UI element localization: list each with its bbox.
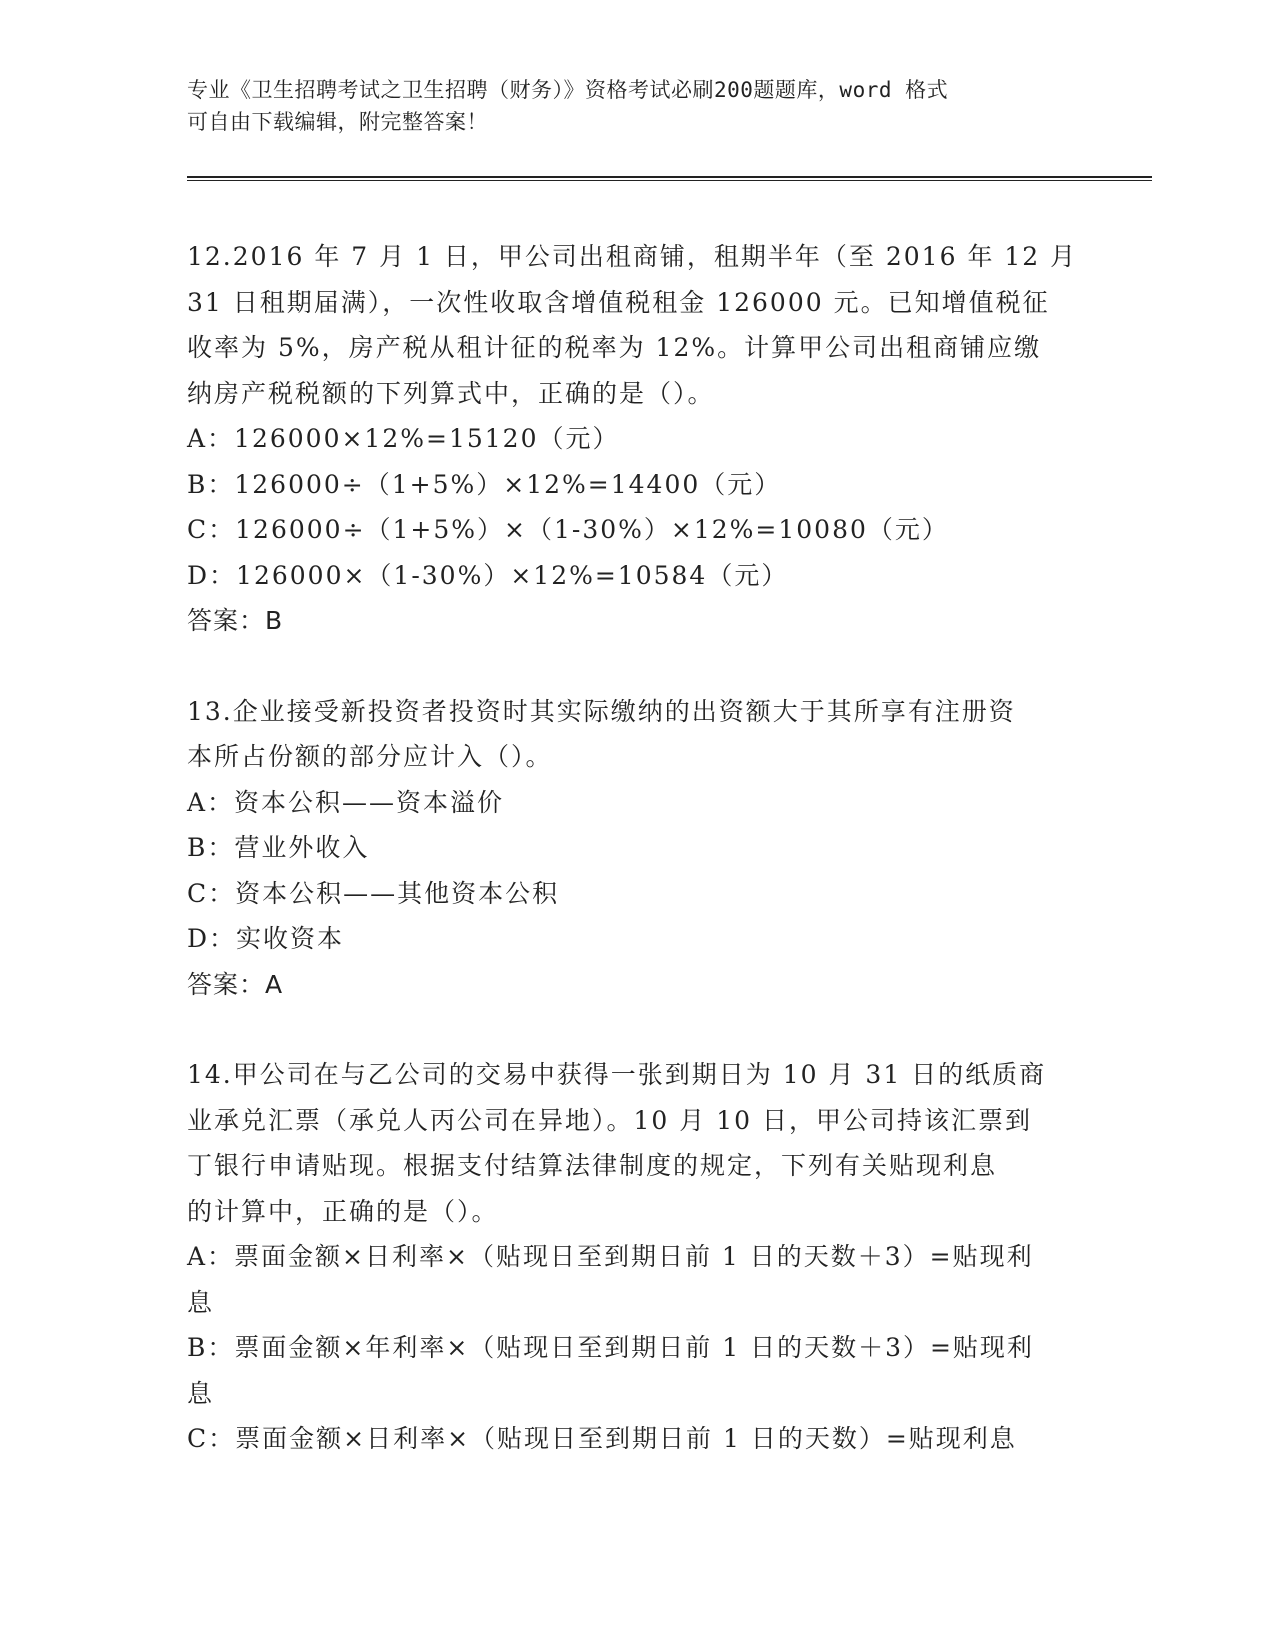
question-12-option-b: B：126000÷（1+5%）×12%=14400（元） [187,469,782,499]
question-14-option-b-wrap: 息 [187,1378,215,1408]
question-14-option-b: B：票面金额×年利率×（贴现日至到期日前 1 日的天数＋3）=贴现利 [187,1333,1034,1362]
question-12-answer: 答案：B [187,606,284,635]
question-13-option-a: A：资本公积——资本溢价 [187,787,505,817]
document-body [187,234,1087,1462]
question-14-line-4: 的计算中，正确的是（）。 [187,1196,499,1226]
question-13-option-c: C：资本公积——其他资本公积 [187,878,560,908]
document-header [187,74,1067,138]
header-line-2: 可自由下载编辑，附完整答案！ [187,110,488,134]
question-13-line-1: 13.企业接受新投资者投资时其实际缴纳的出资额大于其所享有注册资 [187,696,1016,726]
question-12-line-1: 12.2016 年 7 月 1 日，甲公司出租商铺，租期半年（至 2016 年 12 月 [187,242,1078,271]
question-14-line-3: 丁银行申请贴现。根据支付结算法律制度的规定，下列有关贴现利息 [187,1151,998,1180]
question-spacer [187,1007,1087,1052]
header-divider [187,176,1152,181]
question-12-option-c: C：126000÷（1+5%）×（1-30%）×12%=10080（元） [187,515,949,544]
question-13-line-2: 本所占份额的部分应计入（）。 [187,742,553,771]
header-line-1: 专业《卫生招聘考试之卫生招聘（财务）》资格考试必刷200题题库，word 格式 [187,78,949,102]
question-spacer [187,644,1087,689]
question-12-line-4: 纳房产税税额的下列算式中，正确的是（）。 [187,378,715,408]
question-14-option-a: A：票面金额×日利率×（贴现日至到期日前 1 日的天数＋3）=贴现利 [187,1242,1034,1271]
question-13-option-d: D：实收资本 [187,924,345,953]
question-12-option-d: D：126000×（1-30%）×12%=10584（元） [187,560,789,590]
question-14-option-a-wrap: 息 [187,1287,215,1317]
question-13-option-b: B：营业外收入 [187,833,370,862]
question-13 [187,689,1087,1008]
question-12 [187,234,1087,644]
question-12-line-2: 31 日租期届满），一次性收取含增值税租金 126000 元。已知增值税征 [187,287,1050,317]
question-12-option-a: A：126000×12%=15120（元） [187,424,620,453]
question-12-line-3: 收率为 5%，房产税从租计征的税率为 12%。计算甲公司出租商铺应缴 [187,333,1042,362]
question-14-option-c: C：票面金额×日利率×（贴现日至到期日前 1 日的天数）=贴现利息 [187,1424,1017,1453]
question-14-line-2: 业承兑汇票（承兑人丙公司在异地）。10 月 10 日，甲公司持该汇票到 [187,1105,1032,1135]
question-14-line-1: 14.甲公司在与乙公司的交易中获得一张到期日为 10 月 31 日的纸质商 [187,1060,1047,1089]
question-14 [187,1052,1087,1462]
question-13-answer: 答案：A [187,969,284,999]
